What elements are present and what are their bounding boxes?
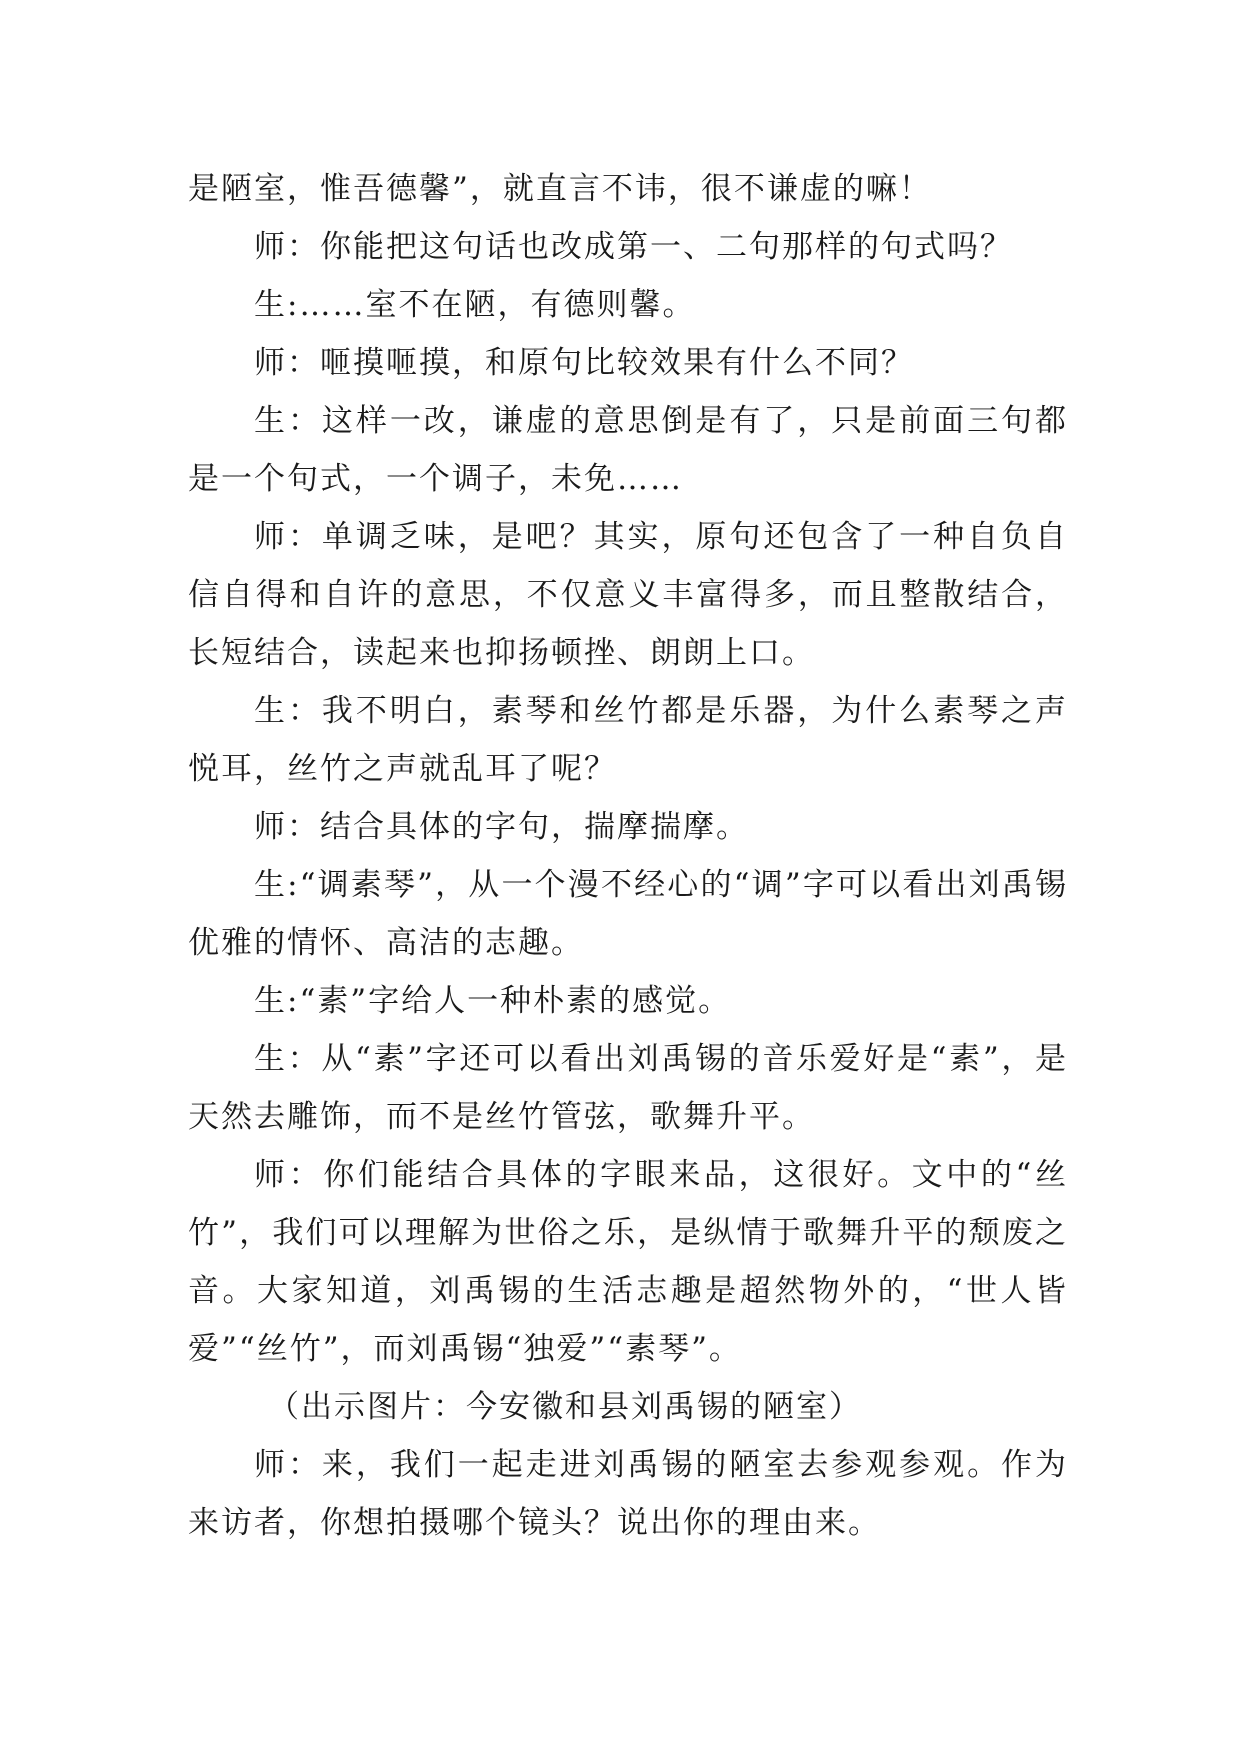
paragraph-student-answer: 生:……室不在陋，有德则馨。 [254, 287, 696, 323]
paragraph-student-answer: 生:“调素琴”，从一个漫不经心的“调”字可以看出刘禹锡优雅的情怀、高洁的志趣。 [188, 867, 1068, 961]
paragraph-teacher-question: 师：你能把这句话也改成第一、二句那样的句式吗？ [254, 229, 1013, 265]
paragraph-teacher-question: 师：咂摸咂摸，和原句比较效果有什么不同？ [254, 345, 914, 381]
paragraph-teacher-comment: 师：你们能结合具体的字眼来品，这很好。文中的“丝竹”，我们可以理解为世俗之乐，是纵情于歌舞升平的颓废之音。大家知道，刘禹锡的生活志趣是超然物外的，“世人皆爱”“丝竹”，而刘禹锡“独爱”“素琴”。 [188, 1157, 1068, 1367]
paragraph-student-answer: 生：从“素”字还可以看出刘禹锡的音乐爱好是“素”，是天然去雕饰，而不是丝竹管弦，歌舞升平。 [188, 1041, 1068, 1135]
paragraph-teacher-prompt: 师：结合具体的字句，揣摩揣摩。 [254, 809, 749, 845]
paragraph-student-answer: 生:“素”字给人一种朴素的感觉。 [254, 983, 732, 1019]
document-page [188, 160, 1068, 1552]
paragraph-student-answer: 生：这样一改，谦虚的意思倒是有了，只是前面三句都是一个句式，一个调子，未免…… [188, 403, 1068, 497]
paragraph-teacher-comment: 师：单调乏味，是吧？其实，原句还包含了一种自负自信自得和自许的意思，不仅意义丰富得多，而且整散结合，长短结合，读起来也抑扬顿挫、朗朗上口。 [188, 519, 1068, 671]
paragraph-stage-note: （出示图片：今安徽和县刘禹锡的陋室） [268, 1389, 862, 1425]
paragraph-student-question: 生：我不明白，素琴和丝竹都是乐器，为什么素琴之声悦耳，丝竹之声就乱耳了呢？ [188, 693, 1068, 787]
paragraph-teacher-prompt: 师：来，我们一起走进刘禹锡的陋室去参观参观。作为来访者，你想拍摄哪个镜头？说出你的理由来。 [188, 1447, 1068, 1541]
paragraph-continuation: 是陋室，惟吾德馨”，就直言不讳，很不谦虚的嘛！ [188, 171, 932, 207]
